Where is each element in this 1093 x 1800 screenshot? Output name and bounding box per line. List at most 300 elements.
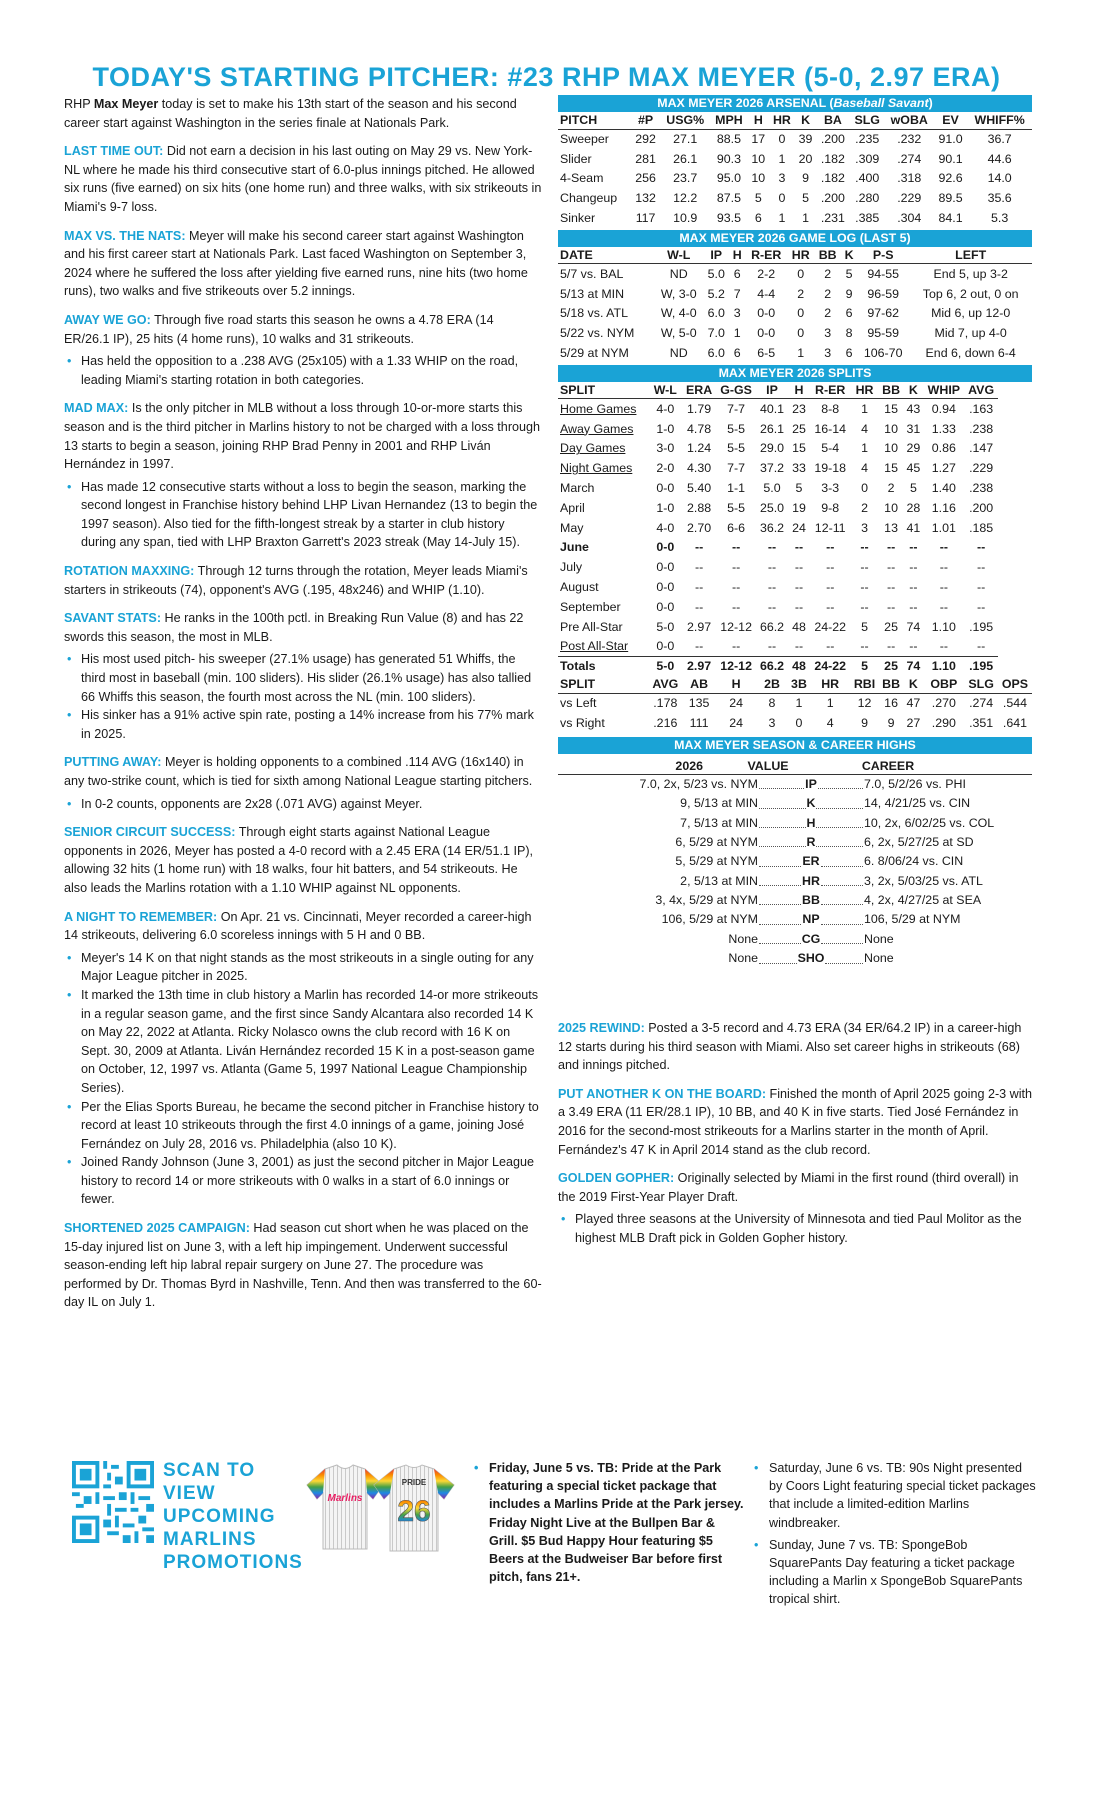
jersey-number: 26 [397, 1495, 431, 1528]
column-header: W-L [648, 382, 682, 399]
table-cell: -- [860, 540, 869, 555]
table-cell: 256 [635, 171, 656, 186]
table-row [558, 693, 1032, 713]
table-cell: -- [794, 639, 804, 654]
table-cell: 10 [751, 151, 766, 166]
note-bullet: • It marked the 13th time in club history a Marlin has recorded 14-or more strikeouts in a regular season game, and the first since Sandy Alcantara also recorded 14 K on May 22, 2022 at Atlanta. Ricky Nolasco owns the club record with 16 K on Sept. 30, 2009 at Atlanta. Liván Hernández recorded 15 K in a post-season game on October, 12, 1997 vs. Atlanta (Game 5, 1997 National League Championship Series). [64, 986, 542, 1098]
table-cell: 1 [795, 696, 803, 711]
table-cell: Pre All-Star [560, 619, 623, 634]
jersey-script: Marlins [327, 1493, 363, 1504]
promo-item[interactable]: • Saturday, June 6 vs. TB: 90s Night presented by Coors Light featuring special ticket packages that include a limited-edition Marlins windbreaker. [752, 1459, 1037, 1532]
table-cell: 27.1 [673, 132, 698, 147]
highs-table [558, 758, 1032, 969]
note-paragraph [64, 142, 542, 216]
table-cell: -- [694, 639, 704, 654]
table-cell: -- [767, 560, 777, 575]
column-header: DATE [558, 247, 654, 264]
table-cell: 10 [884, 500, 898, 515]
table-cell: 1-1 [727, 481, 746, 496]
table-cell: 6 [845, 306, 853, 321]
column-header: BB [814, 247, 841, 264]
table-cell: Day Games [560, 441, 626, 456]
table-cell: -- [731, 580, 741, 595]
table-cell: 3 [768, 715, 776, 730]
table-cell: .229 [897, 191, 922, 206]
table-cell: -- [886, 540, 896, 555]
table-cell: 106-70 [863, 346, 903, 361]
table-cell: -- [694, 560, 704, 575]
table-cell: 35.6 [987, 191, 1012, 206]
table-cell: .544 [1002, 696, 1028, 711]
column-header: wOBA [885, 112, 934, 129]
season-high: 7, 5/13 at MIN [680, 815, 758, 830]
column-header: K [903, 382, 923, 399]
table-cell: Sweeper [560, 132, 609, 147]
table-cell: vs Right [560, 715, 605, 730]
season-high: 6, 5/29 at NYM [675, 834, 758, 849]
table-cell: -- [694, 580, 704, 595]
table-row [558, 169, 1032, 189]
table-cell: 5-5 [727, 421, 746, 436]
column-header: W-L [654, 247, 703, 264]
column-header: H [748, 112, 769, 129]
table-cell: -- [886, 599, 896, 614]
table-cell: 1 [733, 326, 741, 341]
table-cell: 1 [861, 441, 868, 456]
table-row [558, 637, 1032, 657]
highs-row [558, 910, 1032, 929]
table-cell: -- [976, 599, 986, 614]
column-header: SPLIT [558, 676, 648, 693]
table-cell: 40.1 [759, 402, 785, 417]
leader-dots [759, 852, 801, 866]
table-cell: -- [826, 540, 835, 555]
table-cell: 8 [845, 326, 853, 341]
table-cell: 23.7 [673, 171, 698, 186]
column-header: K [795, 112, 816, 129]
note-text: Meyer is holding opponents to a combined .114 AVG (16x140) in any two-strike count, which is tied for sixth among National League starting pitchers. [64, 755, 533, 788]
arsenal-title-post: ) [928, 96, 933, 110]
table-cell: 24 [792, 520, 806, 535]
table-cell: 0.86 [931, 441, 956, 456]
table-cell: 93.5 [716, 211, 741, 226]
table-cell: 88.5 [716, 132, 741, 147]
table-cell: 25.0 [759, 500, 785, 515]
table-cell: -- [860, 639, 869, 654]
table-cell: 95-59 [867, 326, 900, 341]
table-cell: 1 [826, 696, 834, 711]
column-header: MPH [710, 112, 748, 129]
column-header: OBP [923, 676, 964, 693]
note-bullet: • His most used pitch- his sweeper (27.1% usage) has generated 51 Whiffs, the third most in baseball (min. 100 sliders). His slider (26.1% usage) has also tallied 66 Whiffs this season, the fourth most across the NL (min. 100 sliders). [64, 650, 542, 706]
table-cell: W, 4-0 [660, 306, 697, 321]
table-cell: 0-0 [656, 599, 675, 614]
table-cell: 5.2 [707, 286, 725, 301]
table-cell: -- [939, 599, 948, 614]
leader-dots [821, 930, 863, 944]
career-high: None [864, 931, 894, 946]
table-cell: 47 [906, 696, 921, 711]
arsenal-table [558, 112, 1032, 228]
table-cell: 37.2 [759, 461, 785, 476]
table-cell: 10.9 [673, 211, 698, 226]
table-cell: -- [794, 560, 804, 575]
table-cell: .195 [969, 619, 994, 634]
table-cell: 19 [792, 500, 806, 515]
table-cell: 4 [861, 421, 868, 436]
table-cell: .290 [931, 715, 956, 730]
table-cell: 9 [861, 715, 868, 730]
gamelog-title: MAX MEYER 2026 GAME LOG (LAST 5) [558, 230, 1032, 247]
table-cell: 44.6 [987, 151, 1012, 166]
note-heading: AWAY WE GO: [64, 312, 151, 327]
scan-line: SCAN TO VIEW [163, 1460, 256, 1504]
table-cell: .147 [969, 441, 994, 456]
table-cell: 29 [906, 441, 921, 456]
leader-dots [821, 852, 863, 866]
table-cell: 5.3 [991, 211, 1009, 226]
leader-dots [816, 814, 863, 828]
table-header-row [558, 676, 1032, 693]
table-cell: 48 [788, 656, 810, 676]
table-cell: 1.01 [931, 520, 956, 535]
note-heading: ROTATION MAXXING: [64, 564, 195, 579]
table-cell: Sinker [560, 211, 596, 226]
table-cell: .641 [1002, 715, 1028, 730]
table-cell: .274 [969, 696, 994, 711]
table-cell: 27 [906, 715, 921, 730]
column-header: H [716, 676, 756, 693]
table-cell: .195 [964, 656, 998, 676]
table-cell: 0-0 [656, 639, 675, 654]
table-cell: 12 [857, 696, 872, 711]
table-cell: 25 [792, 421, 806, 436]
promo-item[interactable]: • Friday, June 5 vs. TB: Pride at the Park featuring a special ticket package that includes a Marlins Pride at the Park jersey. Friday Night Live at the Bullpen Bar & Grill. $5 Bud Happy Hour featuring $5 Beers at the Budweiser Bar before first pitch, fans 21+. [472, 1459, 747, 1586]
table-cell: 6 [845, 346, 853, 361]
note-text: Originally selected by Miami in the first round (third overall) in the 2019 First-Year Player Draft. [558, 1171, 1019, 1204]
table-cell: 1.79 [687, 402, 712, 417]
table-cell: 2 [824, 267, 832, 282]
table-cell: 39 [798, 132, 813, 147]
table-cell: 2-0 [656, 461, 675, 476]
table-cell: -- [909, 639, 918, 654]
table-cell: .200 [820, 191, 845, 206]
column-header: HR [850, 382, 879, 399]
stat-category: IP [805, 776, 817, 791]
note-text: Is the only pitcher in MLB without a loss through 10-or-more starts this season and is the third pitcher in Marlins history to not be charged with a loss through 13 starts to begin a season, joining RHP Brad Penny in 2001 and RHP Liván Hernández in 1997. [64, 401, 541, 472]
career-high: 7.0, 5/2/26 vs. PHI [864, 776, 966, 791]
table-cell: 97-62 [867, 306, 900, 321]
table-cell: 41 [906, 520, 921, 535]
table-cell: -- [909, 540, 918, 555]
leader-dots [759, 833, 806, 847]
table-cell: 3 [778, 171, 786, 186]
note-text: Did not earn a decision in his last outing on May 29 vs. New York-NL where he made his third consecutive start of 6.0-plus innings pitched. He allowed six runs (five earned) on six hits (one home run) and three walks, with six strikeouts in Miami's 9-7 loss. [64, 144, 542, 214]
table-cell: 13 [884, 520, 898, 535]
table-cell: 14.0 [987, 171, 1012, 186]
table-cell: 12-12 [716, 656, 756, 676]
note-bullets [64, 352, 542, 389]
table-cell: .232 [897, 132, 922, 147]
table-cell: 5 [850, 656, 879, 676]
qr-code-icon[interactable] [72, 1461, 154, 1543]
table-cell: -- [767, 639, 777, 654]
stat-category: HR [802, 873, 820, 888]
table-cell: -- [767, 580, 777, 595]
highs-header-row [558, 758, 1032, 775]
table-cell: 0.94 [931, 402, 956, 417]
arsenal-title-source: Baseball Savant [833, 96, 929, 110]
promo-item[interactable]: • Sunday, June 7 vs. TB: SpongeBob SquarePants Day featuring a ticket package including a Marlin x SpongeBob SquarePants tropical shirt. [752, 1536, 1037, 1609]
table-cell: 9-8 [821, 500, 840, 515]
column-header: #P [631, 112, 660, 129]
highs-row [558, 794, 1032, 813]
table-row [558, 518, 1032, 538]
table-cell: 4.30 [687, 461, 712, 476]
stat-category: K [806, 796, 816, 811]
column-header: H [788, 382, 810, 399]
table-row [558, 149, 1032, 169]
leader-dots [821, 872, 863, 886]
note-heading: PUTTING AWAY: [64, 755, 162, 770]
table-cell: 94-55 [867, 267, 900, 282]
stat-category: NP [802, 912, 820, 927]
table-cell: -- [939, 560, 948, 575]
table-cell: April [560, 500, 585, 515]
note-bullet: • Has made 12 consecutive starts without a loss to begin the season, marking the second longest in Franchise history behind LHP Livan Hernandez (13 to begin the 1997 season). Also tied for the fifth-longest streak by a starter in club history during any span, tied with LHP Braxton Garrett's 2023 streak (May 14-July 15). [64, 478, 542, 552]
career-high: 3, 2x, 5/03/25 vs. ATL [864, 873, 983, 888]
column-header: WHIP [923, 382, 964, 399]
leader-dots [821, 910, 863, 924]
table-cell: 48 [792, 619, 806, 634]
table-cell: 28 [906, 500, 921, 515]
table-cell: 24-22 [814, 619, 847, 634]
season-high: 7.0, 2x, 5/23 vs. NYM [639, 776, 758, 791]
season-high: 2, 5/13 at MIN [680, 873, 758, 888]
column-header: ERA [682, 382, 716, 399]
table-cell: ND [669, 267, 688, 282]
table-row [558, 538, 1032, 558]
table-cell: .309 [855, 151, 880, 166]
scan-line: UPCOMING [163, 1506, 276, 1527]
table-cell: 33 [792, 461, 806, 476]
table-cell: 15 [884, 461, 898, 476]
note-heading: PUT ANOTHER K ON THE BOARD: [558, 1086, 767, 1101]
note-paragraph [64, 311, 542, 348]
page-title: TODAY'S STARTING PITCHER: #23 RHP MAX MEYER (5-0, 2.97 ERA) [92, 62, 1001, 92]
table-cell: 2.97 [682, 656, 716, 676]
table-cell: .178 [653, 696, 678, 711]
table-cell: 0 [778, 191, 786, 206]
leader-dots [818, 775, 863, 789]
table-cell: .231 [820, 211, 845, 226]
column-header: EV [934, 112, 967, 129]
table-cell: 0 [795, 715, 803, 730]
table-cell: 92.6 [938, 171, 963, 186]
season-high: None [728, 951, 758, 966]
table-cell: -- [886, 580, 896, 595]
table-cell: 19-18 [814, 461, 847, 476]
season-high: 9, 5/13 at MIN [680, 796, 758, 811]
table-cell: 95.0 [716, 171, 741, 186]
table-cell: .400 [855, 171, 880, 186]
season-high: 5, 5/29 at NYM [675, 854, 758, 869]
scan-line: PROMOTIONS [163, 1552, 303, 1573]
note-heading: SENIOR CIRCUIT SUCCESS: [64, 825, 236, 840]
stat-category: BB [802, 893, 820, 908]
note-paragraph [558, 1019, 1038, 1075]
column-header: SLG [850, 112, 885, 129]
table-cell: 1-0 [656, 500, 675, 515]
table-cell: -- [976, 560, 986, 575]
table-cell: 89.5 [938, 191, 963, 206]
note-bullet: • His sinker has a 91% active spin rate, posting a 14% increase from his 77% mark in 2025. [64, 706, 542, 743]
table-cell: 5.0 [763, 481, 781, 496]
note-text: Through eight starts against National League opponents in 2026, Meyer has posted a 4-0 record with a 2.45 ERA (14 ER/51.1 IP), allowing 32 hits (1 home run) with 18 walks, four hit batters, and 54 strikeouts. He also leads the Marlins rotation with a 1.10 WHIP against NL opponents. [64, 825, 534, 895]
gamelog-table [558, 247, 1032, 363]
stats-column [558, 95, 1032, 969]
table-cell: 5 [754, 191, 762, 206]
table-cell: ND [669, 346, 688, 361]
jersey-name: PRIDE [401, 1478, 427, 1487]
table-cell: -- [939, 639, 948, 654]
table-row [558, 498, 1032, 518]
leader-dots [759, 949, 797, 963]
table-cell: .229 [969, 461, 994, 476]
table-cell: 1.10 [931, 619, 956, 634]
leader-dots [825, 949, 863, 963]
note-heading: MAD MAX: [64, 401, 129, 416]
table-cell: June [560, 540, 589, 555]
table-row [558, 188, 1032, 208]
splits-table [558, 382, 1032, 733]
table-cell: 5-0 [648, 656, 682, 676]
column-header: SPLIT [558, 382, 648, 399]
note-bullet: • Has held the opposition to a .238 AVG (25x105) with a 1.33 WHIP on the road, leading Miami's starting rotation in both categories. [64, 352, 542, 389]
table-row [558, 419, 1032, 439]
table-cell: 0-0 [656, 560, 675, 575]
table-cell: -- [731, 599, 741, 614]
table-cell: 1.33 [931, 421, 956, 436]
intro-post: today is set to make his 13th start of the season and his second career start against Washington in the series finale at Nationals Park. [64, 97, 517, 130]
leader-dots [759, 872, 801, 886]
table-cell: 3 [861, 520, 868, 535]
table-cell: 6-6 [727, 520, 746, 535]
table-cell: 43 [906, 402, 921, 417]
table-cell: 4-Seam [560, 171, 604, 186]
table-cell: .318 [897, 171, 922, 186]
table-cell: 5-5 [727, 441, 746, 456]
leader-dots [821, 891, 863, 905]
season-high: 3, 4x, 5/29 at NYM [655, 893, 758, 908]
table-cell: 6.0 [707, 346, 725, 361]
table-cell: 26.1 [673, 151, 698, 166]
table-cell: 135 [688, 696, 710, 711]
table-cell: -- [939, 540, 948, 555]
table-cell: -- [886, 560, 896, 575]
table-cell: .235 [855, 132, 880, 147]
table-row [558, 617, 1032, 637]
table-cell: 2 [824, 286, 832, 301]
note-paragraph [64, 399, 542, 473]
table-cell: 90.1 [938, 151, 963, 166]
table-header-row [558, 247, 1032, 264]
table-cell: -- [694, 599, 704, 614]
table-cell: 36.7 [987, 132, 1012, 147]
table-cell: 26.1 [759, 421, 785, 436]
table-cell: -- [826, 639, 835, 654]
note-paragraph [64, 562, 542, 599]
table-cell: -- [826, 599, 835, 614]
leader-dots [759, 775, 804, 789]
column-header: HR [810, 676, 850, 693]
note-heading: MAX VS. THE NATS: [64, 228, 186, 243]
table-cell: 3 [824, 346, 832, 361]
table-cell: .182 [820, 151, 845, 166]
table-cell: Totals [558, 656, 648, 676]
table-cell: .238 [969, 481, 994, 496]
table-cell: 84.1 [938, 211, 963, 226]
table-cell: 9 [887, 715, 895, 730]
table-cell: 16-14 [814, 421, 847, 436]
table-cell: 1 [778, 151, 786, 166]
table-cell: 31 [906, 421, 921, 436]
table-cell: 1.27 [931, 461, 956, 476]
table-cell: 5.0 [707, 267, 725, 282]
highs-row [558, 949, 1032, 968]
table-cell: -- [860, 580, 869, 595]
table-cell: 90.3 [716, 151, 741, 166]
intro-paragraph [64, 95, 542, 132]
table-cell: 4-0 [656, 520, 675, 535]
table-cell: 2 [861, 500, 868, 515]
table-cell: 2.70 [687, 520, 712, 535]
column-header: P-S [857, 247, 909, 264]
leader-dots [759, 910, 801, 924]
table-row [558, 343, 1032, 363]
table-cell: -- [976, 540, 986, 555]
season-high: 106, 5/29 at NYM [661, 912, 758, 927]
table-cell: 9 [845, 286, 853, 301]
table-cell: 16 [884, 696, 898, 711]
leader-dots [759, 814, 806, 828]
table-cell: -- [909, 599, 918, 614]
table-cell: 5 [845, 267, 853, 282]
table-cell: 0-0 [656, 540, 675, 555]
column-header: BB [879, 676, 904, 693]
column-header: CAREER [861, 758, 915, 773]
column-header: IP [756, 382, 788, 399]
table-cell: 2.88 [687, 500, 712, 515]
totals-row [558, 656, 1032, 676]
note-paragraph [64, 1219, 542, 1312]
table-cell: 7.0 [707, 326, 725, 341]
scan-promo-text[interactable] [163, 1459, 303, 1574]
table-cell: End 6, down 6-4 [925, 346, 1016, 361]
arsenal-title [558, 95, 1032, 112]
career-high: None [864, 951, 894, 966]
table-cell: -- [860, 599, 869, 614]
table-cell: 17 [751, 132, 766, 147]
table-cell: 8-8 [821, 402, 840, 417]
table-cell: 24 [729, 696, 744, 711]
highs-row [558, 833, 1032, 852]
column-header: 2026 [675, 758, 703, 773]
note-text: Meyer will make his second career start against Washington and his first career start at Nationals Park. Last faced Washington on September 3, 2024 where he suffered the loss after yielding five earned runs, nine hits (two home runs), two walks and five strikeouts over 5.2 innings. [64, 228, 528, 299]
highs-title: MAX MEYER SEASON & CAREER HIGHS [558, 737, 1032, 754]
table-row [558, 129, 1032, 149]
table-row [558, 264, 1032, 284]
